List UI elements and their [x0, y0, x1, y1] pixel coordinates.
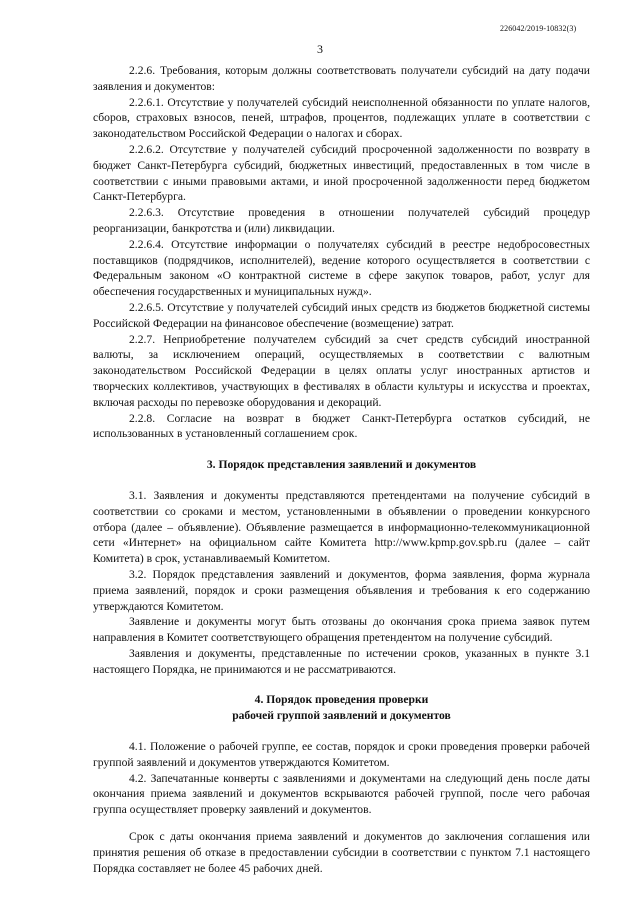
paragraph-4-1: 4.1. Положение о рабочей группе, ее состав, порядок и сроки проведения проверки рабочей группой заявлений и документов утверждаются Комитетом.	[93, 740, 590, 769]
document-number: 226042/2019-10832(3)	[500, 24, 577, 33]
section-4-heading-line-2: рабочей группой заявлений и документов	[232, 709, 451, 723]
paragraph-2-2-7: 2.2.7. Неприобретение получателем субсидий за счет средств субсидий иностранной валюты, за исключением операций, осуществляемых в соответствии с валютным законодательством Российской Федерации в целях оплаты услуг иностранных артистов и творческих коллективов, участвующих в фестивалях в области культуры и искусства и проектах, включая расходы по перевозке оборудования и декораций.	[93, 332, 590, 409]
paragraph-2-2-6: 2.2.6. Требования, которым должны соответствовать получатели субсидий на дату подачи заявления и документов:	[93, 64, 590, 93]
paragraph-2-2-6-4: 2.2.6.4. Отсутствие информации о получателях субсидий в реестре недобросовестных поставщиков (подрядчиков, исполнителей), ведение которого осуществляется в соответствии с Федеральным законом «О контрактной системе в сфере закупок товаров, работ, услуг для обеспечения государственных и муниципальных нужд».	[93, 237, 590, 299]
paragraph-2-2-8: 2.2.8. Согласие на возврат в бюджет Санкт-Петербурга остатков субсидий, не использованных в установленный соглашением срок.	[93, 411, 590, 441]
section-3-heading: 3. Порядок представления заявлений и документов	[206, 458, 477, 472]
paragraph-2-2-6-1: 2.2.6.1. Отсутствие у получателей субсидий неисполненной обязанности по уплате налогов, сборов, страховых взносов, пеней, штрафов, процентов, подлежащих уплате в соответствии с законодательством Российской Федерации о налогах и сборах.	[93, 95, 590, 141]
paragraph-2-2-6-5: 2.2.6.5. Отсутствие у получателей субсидий иных средств из бюджетов бюджетной системы Российской Федерации на финансовое обеспечение (возмещение) затрат.	[93, 300, 590, 330]
paragraph-2-2-6-2: 2.2.6.2. Отсутствие у получателей субсидий просроченной задолженности по возврату в бюджет Санкт-Петербурга субсидий, бюджетных инвестиций, предоставленных в том числе в соответствии с иными правовыми актами, и иной просроченной задолженности перед бюджетом Санкт-Петербурга.	[93, 142, 590, 204]
paragraph-3-2: 3.2. Порядок представления заявлений и документов, форма заявления, форма журнала приема заявлений, порядок и сроки размещения объявления и требования к его содержанию утверждаются Комитетом.	[93, 567, 590, 613]
paragraph-3-late-submissions: Заявления и документы, представленные по истечении сроков, указанных в пункте 3.1 настоящего Порядка, не принимаются и не рассматриваются.	[93, 646, 590, 676]
paragraph-2-2-6-3: 2.2.6.3. Отсутствие проведения в отношении получателей субсидий процедур реорганизации, банкротства и (или) ликвидации.	[93, 206, 590, 235]
section-4-heading-line-1: 4. Порядок проведения проверки	[254, 693, 429, 707]
page-number: 3	[317, 42, 323, 56]
paragraph-4-deadline: Срок с даты окончания приема заявлений и документов до заключения соглашения или принятия решения об отказе в предоставлении субсидии в соответствии с пунктом 7.1 настоящего Порядка составляет не более 45 рабочих дней.	[93, 830, 590, 875]
document-body	[93, 63, 590, 876]
paragraph-3-withdrawal: Заявление и документы могут быть отозваны до окончания срока приема заявок путем направления в Комитет соответствующего обращения претендентом на получение субсидий.	[93, 615, 590, 645]
paragraph-3-1: 3.1. Заявления и документы представляются претендентами на получение субсидий в соответствии со сроками и местом, установленными в объявлении о проведении конкурсного отбора (далее – объявление). Объявление размещается в информационно-телекоммуникационной сети «Интернет» на официальном сайте Комитета http://www.kpmp.gov.spb.ru (далее – сайт Комитета) в срок, устанавливаемый Комитетом.	[93, 488, 590, 566]
paragraph-4-2: 4.2. Запечатанные конверты с заявлениями и документами на следующий день после даты окончания приема заявлений и документов вскрываются рабочей группой, после чего рабочая группа осуществляет проверку заявлений и документов.	[93, 771, 590, 817]
